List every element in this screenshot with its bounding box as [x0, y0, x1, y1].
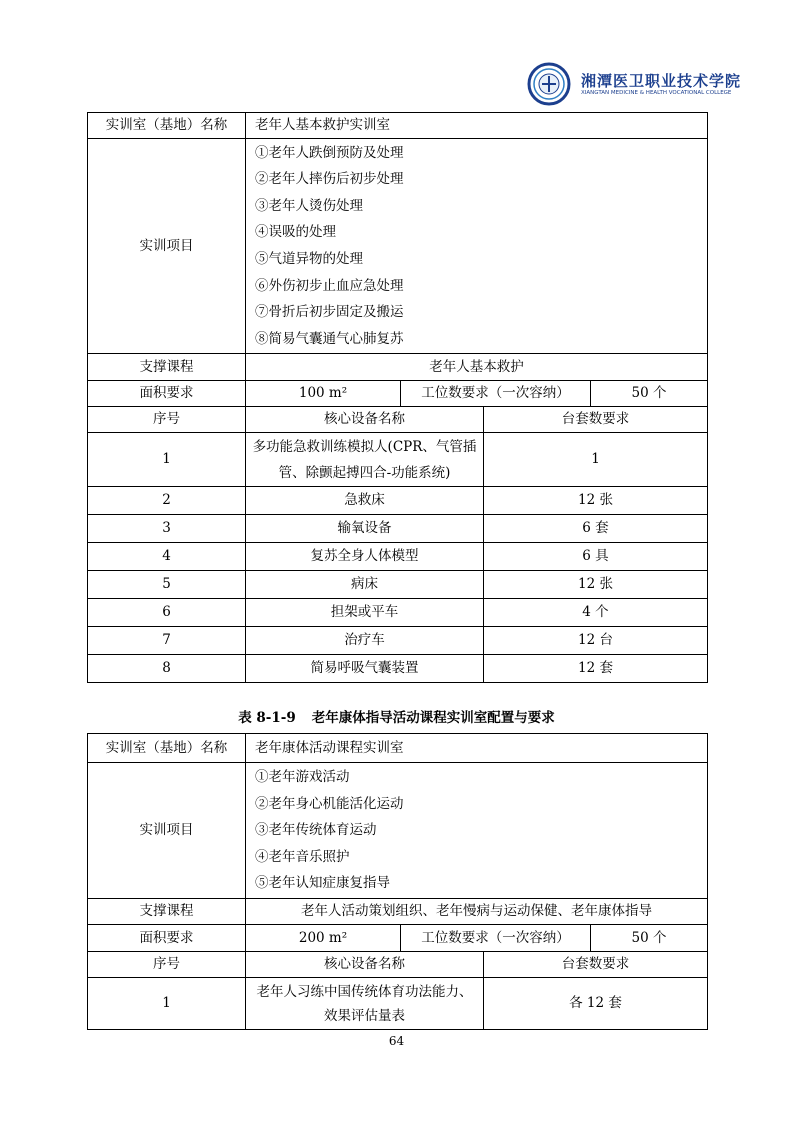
college-name: 湘潭医卫职业技术学院 — [581, 72, 742, 90]
row-equipment: 病床 — [246, 571, 484, 599]
table-row — [88, 978, 708, 1030]
list-item: ⑥外伤初步止血应急处理 — [255, 277, 404, 294]
college-name-en: XIANGTAN MEDICINE & HEALTH VOCATIONAL COLLEGE — [581, 90, 732, 96]
list-item: ⑤气道异物的处理 — [255, 251, 363, 267]
stations-value: 50 个 — [591, 925, 708, 952]
room-name: 老年康体活动课程实训室 — [246, 734, 708, 763]
table-row — [88, 487, 708, 515]
row-seq: 5 — [88, 571, 246, 599]
table-row — [88, 543, 708, 571]
row-seq: 7 — [88, 627, 246, 655]
row-equipment: 担架或平车 — [246, 599, 484, 627]
list-item: ①老年人跌倒预防及处理 — [255, 144, 404, 161]
course-value: 老年人基本救护 — [246, 354, 708, 381]
col-header-equipment: 核心设备名称 — [246, 952, 484, 978]
stations-value: 50 个 — [591, 381, 708, 407]
col-header-equipment: 核心设备名称 — [246, 407, 484, 433]
college-logo — [527, 62, 742, 106]
list-item: ⑤老年认知症康复指导 — [255, 875, 390, 892]
course-label: 支撑课程 — [88, 899, 246, 925]
list-item: ④老年音乐照护 — [255, 848, 350, 865]
col-header-seq: 序号 — [88, 952, 246, 978]
table-row — [88, 599, 708, 627]
page-number: 64 — [388, 1034, 405, 1048]
course-label: 支撑课程 — [88, 354, 246, 381]
projects-label: 实训项目 — [88, 763, 246, 899]
stations-label: 工位数要求（一次容纳） — [401, 925, 591, 952]
project-list — [246, 139, 708, 354]
table-row — [88, 571, 708, 599]
row-count: 6 具 — [484, 543, 708, 571]
row-count: 6 套 — [484, 515, 708, 543]
table-row — [88, 515, 708, 543]
list-item: ①老年游戏活动 — [255, 769, 350, 786]
room-name: 老年人基本救护实训室 — [246, 113, 708, 139]
table-row — [88, 433, 708, 487]
project-list — [246, 763, 708, 899]
row-count: 各 12 套 — [484, 978, 708, 1030]
row-count: 1 — [484, 433, 708, 487]
row-seq: 8 — [88, 655, 246, 683]
col-header-count: 台套数要求 — [484, 407, 708, 433]
list-item: ②老年身心机能活化运动 — [255, 795, 404, 812]
row-seq: 6 — [88, 599, 246, 627]
row-seq: 3 — [88, 515, 246, 543]
row-equipment: 简易呼吸气囊装置 — [246, 655, 484, 683]
table-row — [88, 627, 708, 655]
row-count: 12 套 — [484, 655, 708, 683]
col-header-count: 台套数要求 — [484, 952, 708, 978]
row-count: 12 张 — [484, 571, 708, 599]
list-item: ④误吸的处理 — [255, 224, 336, 241]
list-item: ⑦骨折后初步固定及搬运 — [255, 304, 404, 321]
row-equipment: 多功能急救训练模拟人(CPR、气管插管、除颤起搏四合-功能系统) — [246, 433, 484, 487]
list-item: ⑧简易气囊通气心肺复苏 — [255, 330, 404, 347]
room-label: 实训室（基地）名称 — [88, 113, 246, 139]
room-label: 实训室（基地）名称 — [88, 734, 246, 763]
row-seq: 2 — [88, 487, 246, 515]
row-equipment: 急救床 — [246, 487, 484, 515]
row-count: 12 张 — [484, 487, 708, 515]
row-equipment: 输氧设备 — [246, 515, 484, 543]
training-room-table-2 — [87, 733, 708, 1030]
row-equipment: 老年人习练中国传统体育功法能力、效果评估量表 — [246, 978, 484, 1030]
col-header-seq: 序号 — [88, 407, 246, 433]
row-equipment: 治疗车 — [246, 627, 484, 655]
area-value: 200 m² — [246, 925, 401, 952]
list-item: ②老年人摔伤后初步处理 — [255, 171, 404, 188]
projects-label: 实训项目 — [88, 139, 246, 354]
row-seq: 1 — [88, 978, 246, 1030]
table-caption — [0, 706, 793, 726]
training-room-table-1 — [87, 112, 708, 683]
row-seq: 4 — [88, 543, 246, 571]
area-value: 100 m² — [246, 381, 401, 407]
table-row — [88, 655, 708, 683]
course-value: 老年人活动策划组织、老年慢病与运动保健、老年康体指导 — [246, 899, 708, 925]
row-count: 4 个 — [484, 599, 708, 627]
caption-title: 老年康体指导活动课程实训室配置与要求 — [311, 710, 555, 726]
college-emblem-icon — [527, 62, 575, 106]
row-seq: 1 — [88, 433, 246, 487]
caption-number: 表 8-1-9 — [238, 710, 296, 726]
stations-label: 工位数要求（一次容纳） — [401, 381, 591, 407]
row-equipment: 复苏全身人体模型 — [246, 543, 484, 571]
area-label: 面积要求 — [88, 381, 246, 407]
list-item: ③老年人烫伤处理 — [255, 197, 363, 214]
list-item: ③老年传统体育运动 — [255, 822, 377, 839]
area-label: 面积要求 — [88, 925, 246, 952]
row-count: 12 台 — [484, 627, 708, 655]
